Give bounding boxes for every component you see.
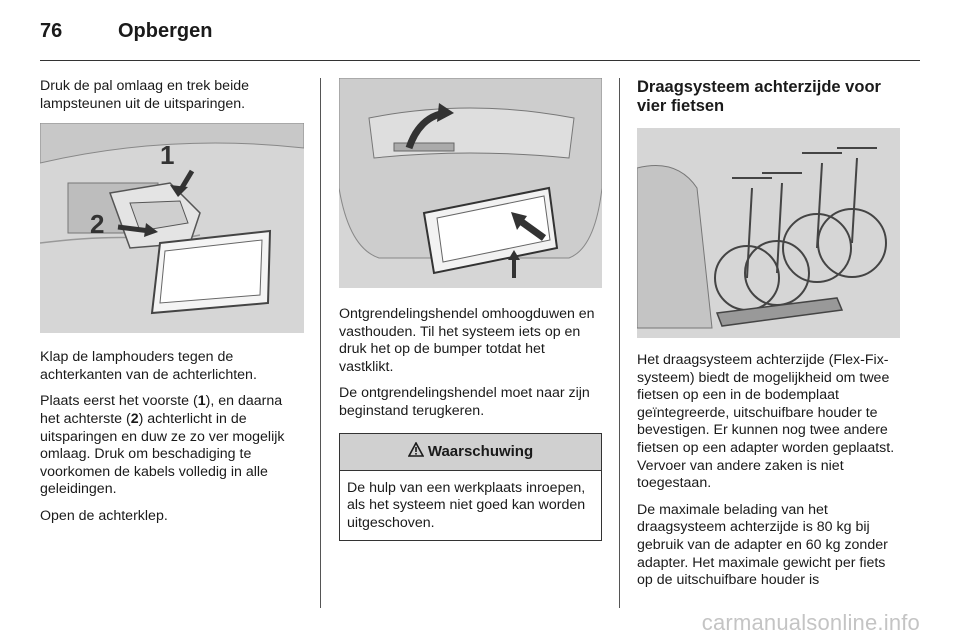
paragraph: De ontgrendelingshendel moet naar zijn beginstand terugkeren.: [339, 385, 590, 419]
warning-triangle-icon: [408, 442, 424, 461]
warning-header: [340, 434, 601, 471]
bike-carrier-drawing: [637, 128, 900, 338]
callout-1: 1: [160, 140, 175, 170]
column-divider-1: [320, 78, 321, 608]
paragraph: Plaats eerst het voorste (1), en daarna het achterste (2) achterlicht in de uitsparingen en duw ze zo ver mogelijk omlaag. Druk om beschadiging te voorkomen de kabels volledig in alle geleidingen.: [40, 393, 285, 498]
paragraph: Open de achterklep.: [40, 507, 168, 524]
page-header: [40, 18, 920, 62]
bike-carrier-illustration: [637, 128, 900, 338]
column-3: [637, 78, 900, 599]
subsection-heading: Draagsysteem achterzijde voor vier fietsen: [637, 78, 881, 115]
paragraph: Het draagsysteem achterzijde (Flex-Fix-systeem) biedt de mogelijkheid om twee fietsen op een in de bodemplaat geïntegreerde, uitschuifbare houder te bevestigen. Er kunnen nog twee andere fietsen op een adapter worden geplaatst. Vervoer van andere zaken is niet toegestaan.: [637, 352, 895, 492]
paragraph: Klap de lamphouders tegen de achterkanten van de achterlichten.: [40, 349, 257, 383]
paragraph: Ontgrendelingshendel omhoogduwen en vasthouden. Til het systeem iets op en druk het op de bumper totdat het vastklikt.: [339, 306, 595, 375]
warning-text: De hulp van een werkplaats inroepen, als het systeem niet goed kan worden uitgeschoven.: [347, 479, 586, 531]
watermark: carmanualsonline.info: [701, 610, 920, 635]
paragraph: Druk de pal omlaag en trek beide lampsteunen uit de uitsparingen.: [40, 78, 249, 112]
column-1: [40, 78, 304, 535]
warning-title: Waarschuwing: [427, 443, 534, 461]
section-title: Opbergen: [118, 20, 213, 42]
tailgate-lever-drawing: [339, 78, 602, 288]
column-2: [339, 78, 602, 541]
tailgate-lever-illustration: [339, 78, 602, 288]
column-divider-2: [619, 78, 620, 608]
page-number: 76: [40, 20, 63, 42]
header-rule: [40, 60, 920, 61]
warning-box: [339, 433, 602, 542]
paragraph: De maximale belading van het draagsysteem achterzijde is 80 kg bij gebruik van de adapter en 60 kg zonder adapter. Het maximale gewicht per fiets op de uitschuifbare houder is: [637, 501, 888, 589]
callout-2: 2: [90, 209, 105, 239]
